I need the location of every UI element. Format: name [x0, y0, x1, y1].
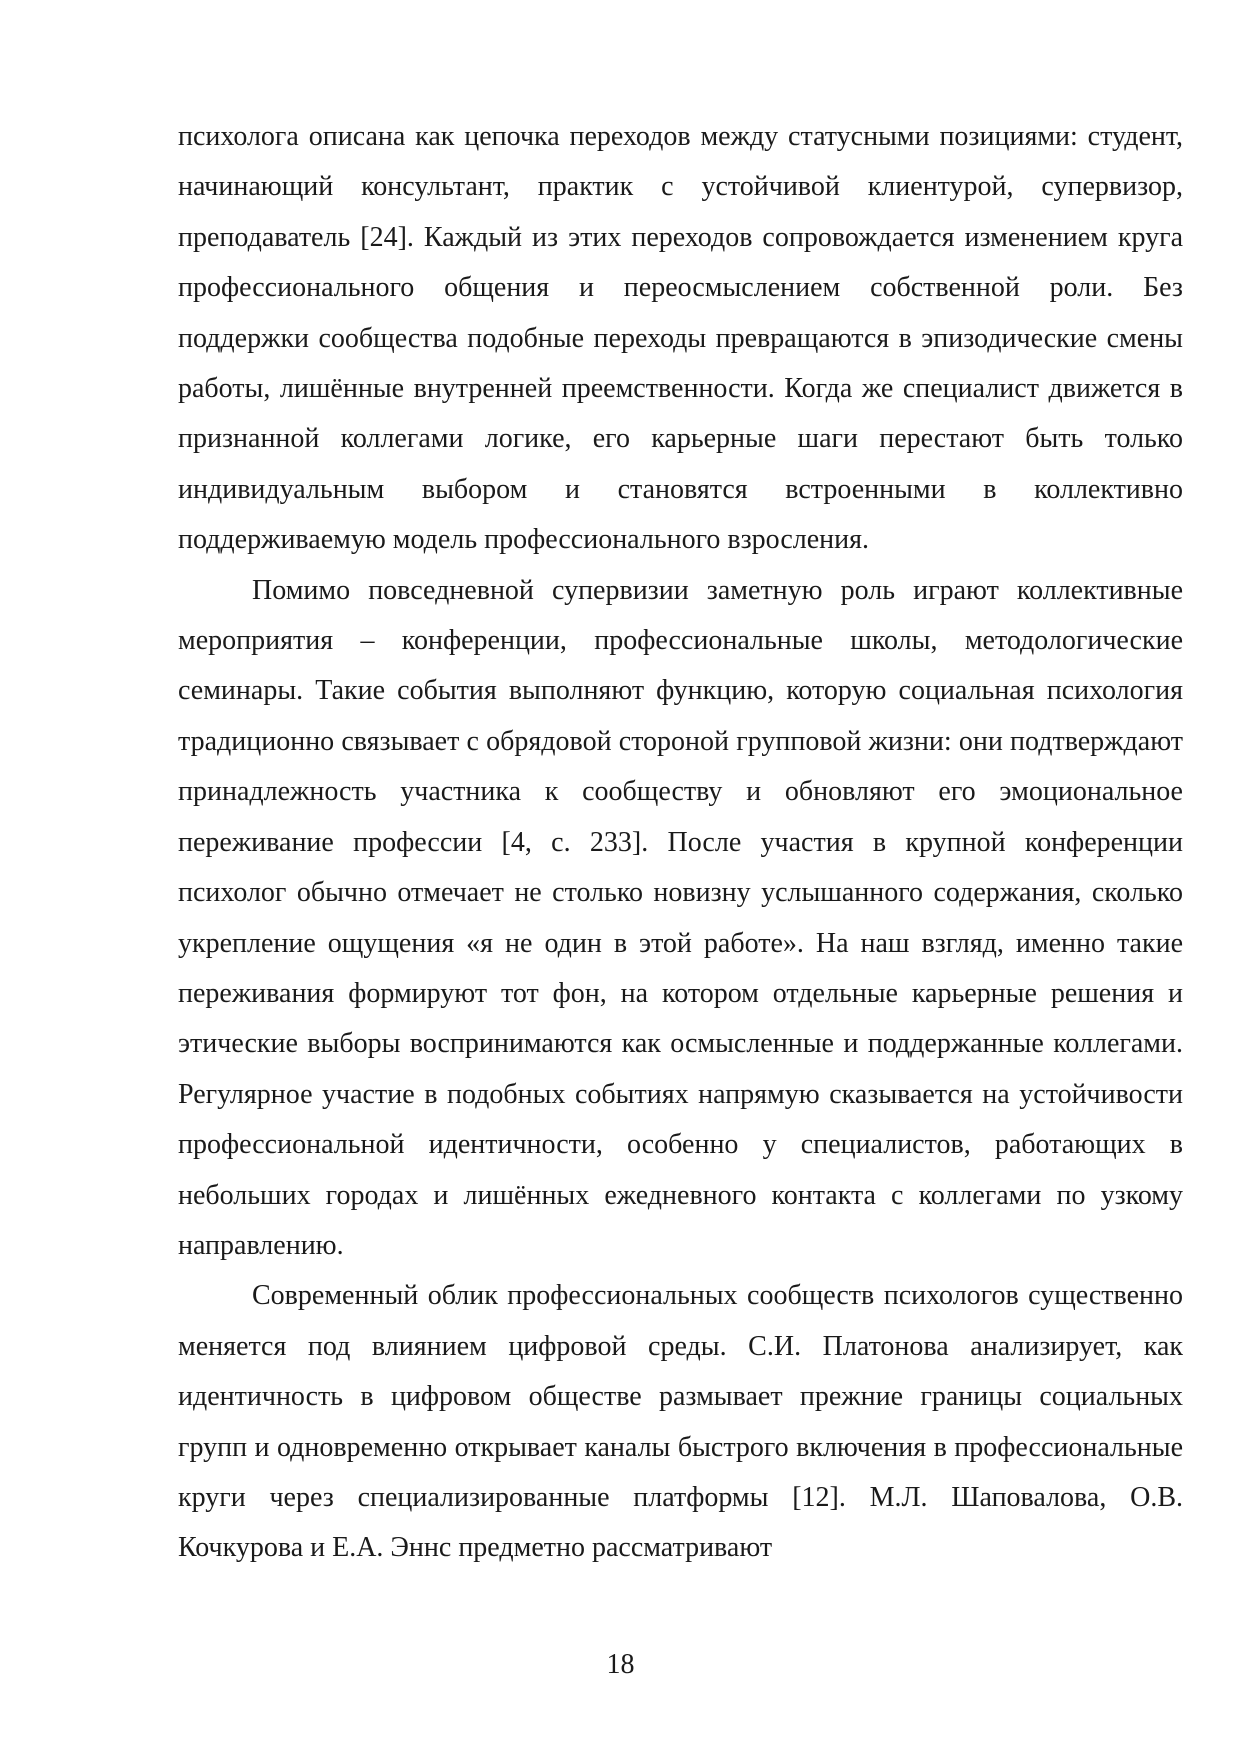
paragraph-continuation: психолога описана как цепочка переходов между статусными позициями: студент, начинающий консультант, практик с устойчивой клиентурой, супервизор, преподаватель [24]. Каждый из этих переходов сопровождается изменением круга профессионального общения и переосмыслением собственной роли. Без поддержки сообщества подобные переходы превращаются в эпизодические смены работы, лишённые внутренней преемственности. Когда же специалист движется в признанной коллегами логике, его карьерные шаги перестают быть только индивидуальным выбором и становятся встроенными в коллективно поддерживаемую модель профессионального взросления.: [178, 121, 1183, 556]
paragraph-digital-environment: Современный облик профессиональных сообществ психологов существенно меняется под влиянием цифровой среды. С.И. Платонова анализирует, как идентичность в цифровом обществе размывает прежние границы социальных групп и одновременно открывает каналы быстрого включения в профессиональные круги через специализированные платформы [12]. М.Л. Шаповалова, О.В. Кочкурова и Е.А. Эннс предметно рассматривают: [178, 1280, 1183, 1564]
page-number: 18: [606, 1649, 635, 1680]
body-text: [178, 112, 1183, 1574]
paragraph-collective-events: Помимо повседневной супервизии заметную роль играют коллективные мероприятия – конференции, профессиональные школы, методологические семинары. Такие события выполняют функцию, которую социальная психология традиционно связывает с обрядовой стороной групповой жизни: они подтверждают принадлежность участника к сообществу и обновляют его эмоциональное переживание профессии [4, с. 233]. После участия в крупной конференции психолог обычно отмечает не столько новизну услышанного содержания, сколько укрепление ощущения «я не один в этой работе». На наш взгляд, именно такие переживания формируют тот фон, на котором отдельные карьерные решения и этические выборы воспринимаются как осмысленные и поддержанные коллегами. Регулярное участие в подобных событиях напрямую сказывается на устойчивости профессиональной идентичности, особенно у специалистов, работающих в небольших городах и лишённых ежедневного контакта с коллегами по узкому направлению.: [178, 574, 1183, 1261]
